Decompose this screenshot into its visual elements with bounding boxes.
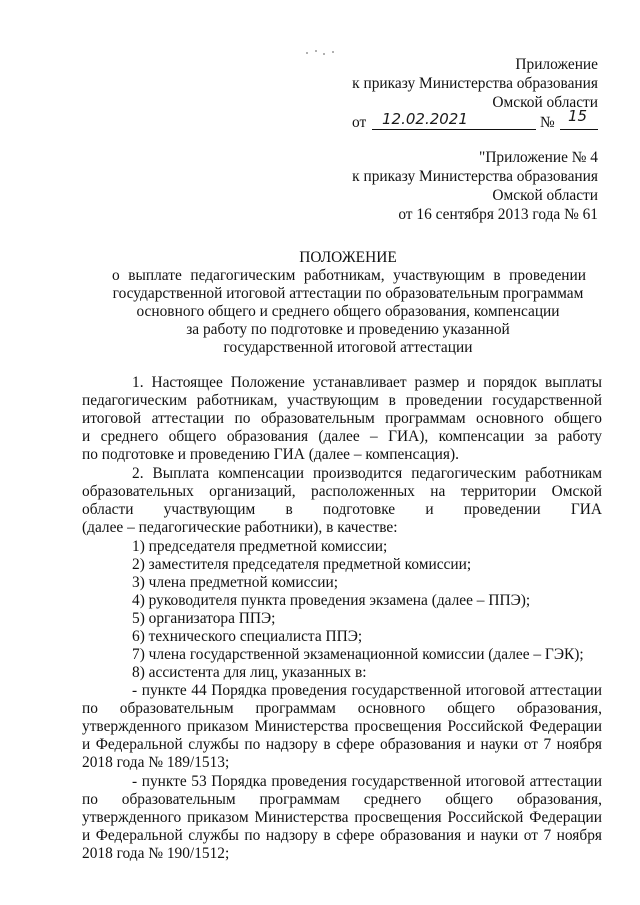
title-line-3: основного общего и среднего общего образования, компенсации <box>136 303 560 320</box>
item44-line-1: - пункте 44 Порядка проведения государственной итоговой аттестации <box>132 682 602 699</box>
item53-word: образования, <box>516 791 602 808</box>
prev-appendix-label: "Приложение № 4 <box>479 149 598 166</box>
role-item: 4) руководителя пункта проведения экзамена (далее – ППЭ); <box>132 592 531 609</box>
item53-word: среднего <box>363 791 422 808</box>
p2-word: ГИА <box>570 501 602 518</box>
role-item: 1) председателя предметной комиссии; <box>132 538 388 555</box>
item53-line-2 <box>82 791 602 809</box>
role-item: 7) члена государственной экзаменационной комиссии (далее – ГЭК); <box>132 646 584 663</box>
p2-word: в <box>285 501 293 518</box>
date-prefix: от <box>352 114 367 131</box>
role-item: 5) организатора ППЭ; <box>132 610 276 627</box>
item44-word: образовательным <box>119 700 234 717</box>
prev-appendix-ministry: к приказу Министерства образования <box>352 168 598 185</box>
item53-line-5: 2018 года № 190/1512; <box>82 845 230 862</box>
item53-word: программам <box>259 791 340 808</box>
p2-line-4: (далее – педагогические работники), в качестве: <box>82 519 398 536</box>
title-line-5: государственной итоговой аттестации <box>223 339 473 356</box>
role-item: 6) технического специалиста ППЭ; <box>132 628 363 645</box>
title-heading: ПОЛОЖЕНИЕ <box>299 249 397 266</box>
item44-line-3: утвержденного приказом Министерства просвещения Российской Федерации <box>82 718 602 735</box>
p2-word: подготовке <box>322 501 396 518</box>
p2-line-2: образовательных организаций, расположенных на территории Омской <box>82 483 602 500</box>
item53-line-3: утвержденного приказом Министерства просвещения Российской Федерации <box>82 809 602 826</box>
p2-word: участвующим <box>163 501 256 518</box>
p2-line-3 <box>82 501 602 519</box>
handwritten-number: 15 <box>568 107 588 125</box>
item44-word: основного <box>357 700 426 717</box>
p1-line-1: 1. Настоящее Положение устанавливает размер и порядок выплаты <box>132 374 602 391</box>
prev-appendix-region: Омской области <box>492 187 598 204</box>
prev-appendix-date: от 16 сентября 2013 года № 61 <box>398 206 598 223</box>
p1-line-4: и среднего общего образования (далее – ГИА), компенсации за работу <box>82 428 602 445</box>
item53-line-4: и Федеральной службы по надзору в сфере образования и науки от 7 ноября <box>82 827 602 844</box>
number-underline <box>560 129 598 130</box>
p1-line-5: по подготовке и проведению ГИА (далее – компенсация). <box>82 446 459 463</box>
item53-word: образовательным <box>121 791 236 808</box>
item44-word: программам <box>255 700 336 717</box>
item44-word: по <box>82 700 98 717</box>
p2-word: и <box>425 501 434 518</box>
item44-line-5: 2018 года № 189/1513; <box>82 754 230 771</box>
role-item: 3) члена предметной комиссии; <box>132 574 339 591</box>
item53-word: общего <box>445 791 494 808</box>
handwritten-date: 12.02.2021 <box>382 110 468 128</box>
scan-artifact <box>306 50 346 56</box>
appendix-region: Омской области <box>492 94 598 111</box>
item53-word: по <box>82 791 98 808</box>
role-item: 8) ассистента для лиц, указанных в: <box>132 664 367 681</box>
number-prefix: № <box>540 114 555 131</box>
title-line-1: о выплате педагогическим работникам, участвующим в проведении <box>112 267 586 284</box>
item44-word: образования, <box>516 700 602 717</box>
p2-word: проведении <box>463 501 541 518</box>
item44-line-4: и Федеральной службы по надзору в сфере образования и науки от 7 ноября <box>82 736 602 753</box>
appendix-ministry: к приказу Министерства образования <box>352 75 598 92</box>
p2-word: области <box>82 501 134 518</box>
item53-line-1: - пункте 53 Порядка проведения государственной итоговой аттестации <box>132 773 602 790</box>
p1-line-2: педагогическим работникам, участвующим в проведении государственной <box>82 392 602 409</box>
p2-line-1: 2. Выплата компенсации производится педагогическим работникам <box>132 465 602 482</box>
p1-line-3: итоговой аттестации по образовательным программам основного общего <box>82 410 602 427</box>
title-line-4: за работу по подготовке и проведению указанной <box>186 321 510 338</box>
item44-word: общего <box>447 700 496 717</box>
item44-line-2 <box>82 700 602 718</box>
title-line-2: государственной итоговой аттестации по образовательным программам <box>112 285 584 302</box>
role-item: 2) заместителя председателя предметной комиссии; <box>132 556 472 573</box>
appendix-label: Приложение <box>515 56 598 73</box>
date-underline <box>372 129 536 130</box>
